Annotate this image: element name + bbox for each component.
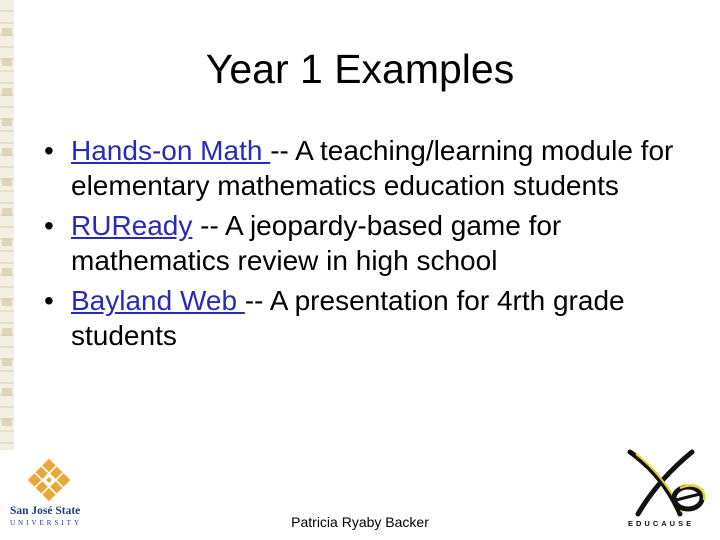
bullet-marker: • bbox=[44, 285, 54, 316]
slide-title: Year 1 Examples bbox=[205, 46, 515, 92]
list-item-text: -- A jeopardy-based game for mathematics review in high school bbox=[71, 210, 562, 276]
list-item-text: -- A teaching/learning module for elementary mathematics education students bbox=[71, 135, 674, 201]
sjsu-name: San José State bbox=[10, 505, 81, 517]
bullet-list bbox=[44, 133, 684, 358]
bayland-web-link[interactable]: Bayland Web bbox=[71, 285, 245, 316]
bullet-marker: • bbox=[44, 135, 54, 166]
footer-author: Patricia Ryaby Backer bbox=[291, 514, 429, 530]
hands-on-math-link[interactable]: Hands-on Math bbox=[71, 135, 271, 166]
educause-wordmark: EDUCAUSE bbox=[628, 519, 695, 528]
list-item bbox=[44, 283, 684, 353]
educause-logo-icon bbox=[622, 448, 714, 528]
ruready-link[interactable]: RUReady bbox=[71, 210, 193, 241]
list-item bbox=[44, 208, 684, 278]
list-item bbox=[44, 133, 684, 203]
list-item-text: -- A presentation for 4rth grade students bbox=[71, 285, 625, 351]
bullet-marker: • bbox=[44, 210, 54, 241]
sjsu-subtitle: UNIVERSITY bbox=[10, 519, 82, 527]
